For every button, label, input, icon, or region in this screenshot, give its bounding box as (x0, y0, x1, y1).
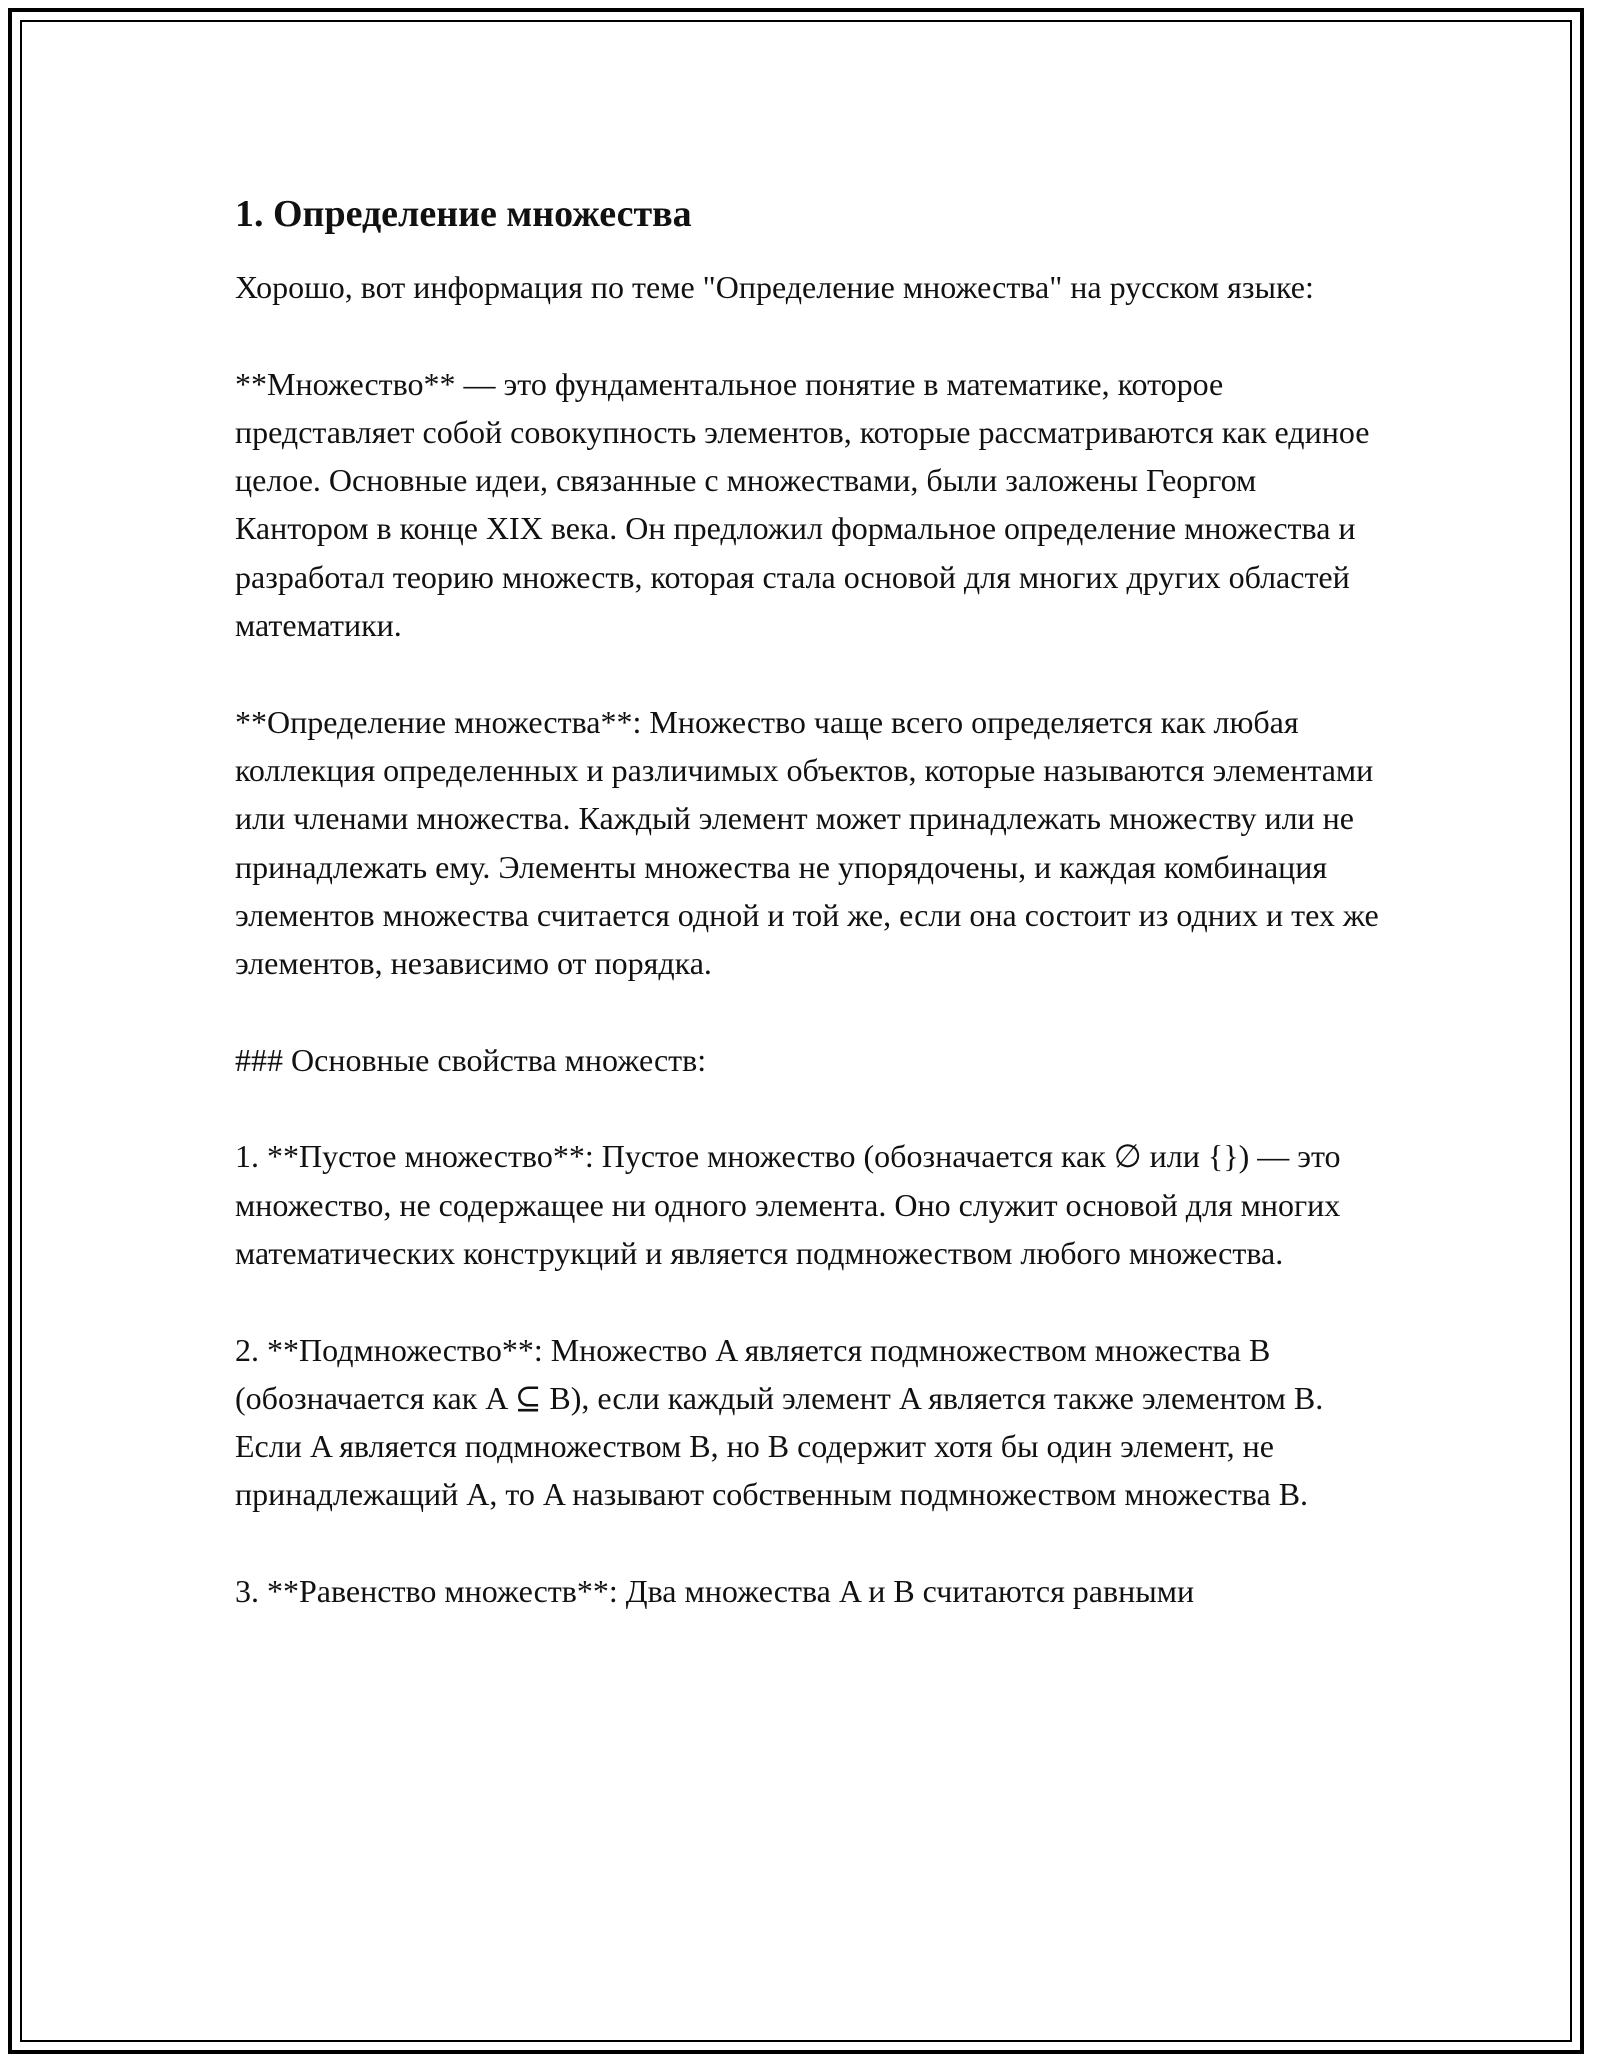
empty-set-item: 1. **Пустое множество**: Пустое множество (обозначается как ∅ или {}) — это множество, не содержащее ни одного элемента. Оно служит основой для многих математических конструкций и является подмножеством любого множества. (235, 1138, 1341, 1271)
set-equality-item: 3. **Равенство множеств**: Два множества A и B считаются равными (235, 1573, 1195, 1610)
section-heading: 1. Определение множества (235, 193, 692, 235)
set-concept-paragraph: **Множество** — это фундаментальное понятие в математике, которое представляет собой совокупность элементов, которые рассматриваются как единое целое. Основные идеи, связанные с множествами, были заложены Георгом Кантором в конце XIX века. Он предложил формальное определение множества и разработал теорию множеств, которая стала основой для многих других областей математики. (235, 365, 1370, 644)
set-definition-paragraph: **Определение множества**: Множество чаще всего определяется как любая коллекция определенных и различимых объектов, которые называются элементами или членами множества. Каждый элемент может принадлежать множеству или не принадлежать ему. Элементы множества не упорядочены, и каждая комбинация элементов множества считается одной и той же, если она состоит из одних и тех же элементов, независимо от порядка. (235, 703, 1379, 982)
properties-subheading: ### Основные свойства множеств: (235, 1041, 707, 1078)
subset-item: 2. **Подмножество**: Множество A является подмножеством множества B (обозначается как A ⊆ B), если каждый элемент A является также элементом B. Если A является подмножеством B, но B содержит хотя бы один элемент, не принадлежащий A, то A называют собственным подмножеством множества B. (235, 1331, 1324, 1513)
document-body (235, 187, 1385, 1615)
intro-paragraph: Хорошо, вот информация по теме "Определение множества" на русском языке: (235, 269, 1314, 305)
